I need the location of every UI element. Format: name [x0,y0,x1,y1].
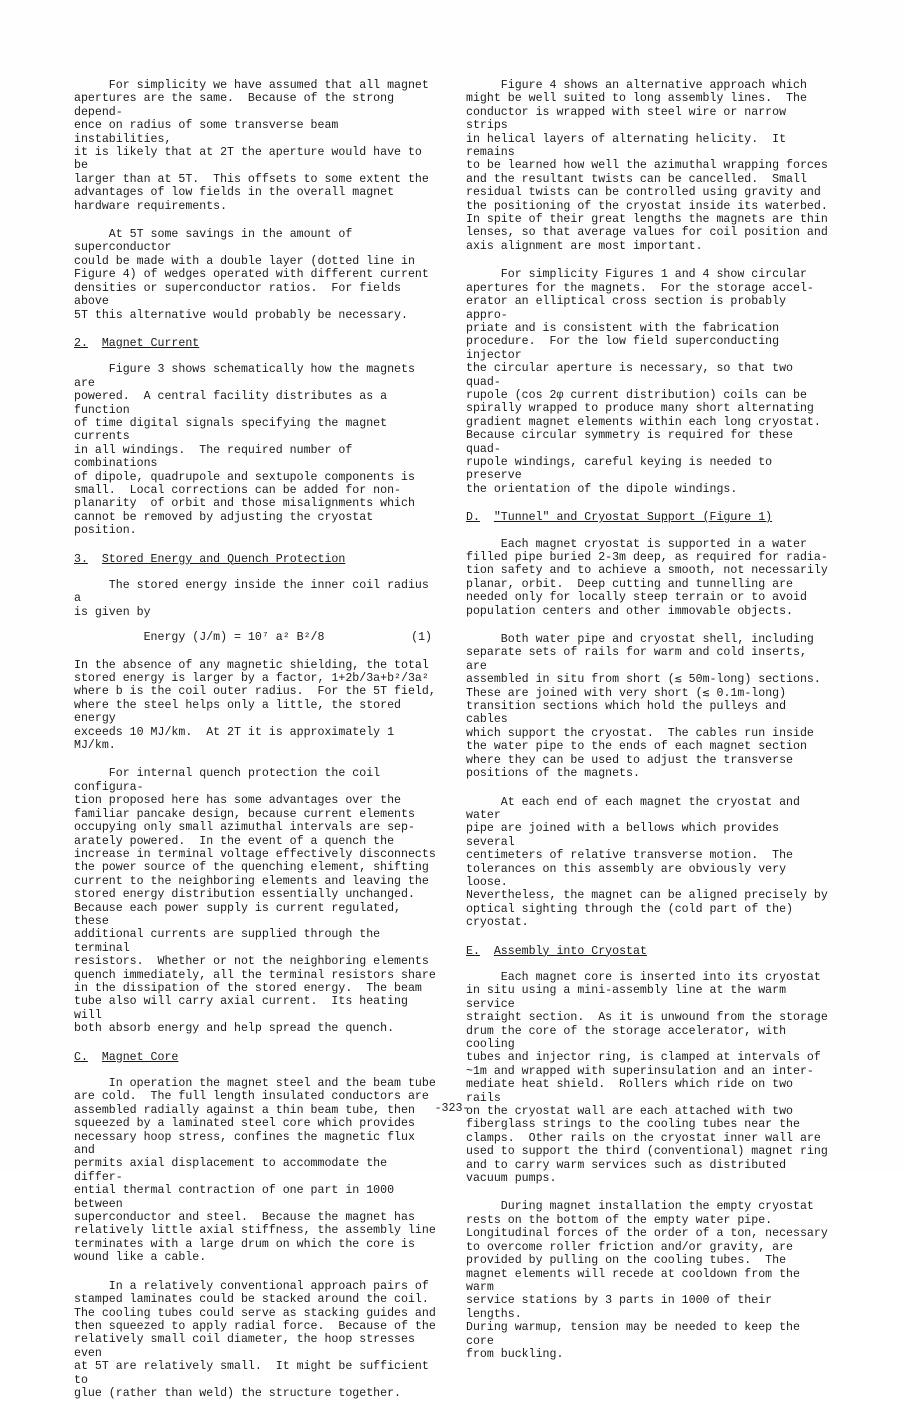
section-title: Stored Energy and Quench Protection [101,552,346,566]
paragraph-magnet-powering: Figure 3 shows schematically how the magnets are powered. A central facility distributes as a function of time digital signals specifying the magnet currents in all windings. The required number of combinations of dipole, quadrupole and sextupole components is small. Local corrections can be added for non- planarity of orbit and those misalignments which cannot be removed by adjusting the cryostat position. [74,363,415,538]
section-title: Magnet Core [101,1050,179,1064]
paragraph-double-layer: At 5T some savings in the amount of superconductor could be made with a double layer (dotted line in Figure 4) of wedges operated with different current densities or superconductor ratios. For fields above 5T this alternative would probably be necessary. [74,228,429,322]
equation-number: (1) [411,631,432,645]
section-number: C. [74,1050,88,1064]
paragraph-circular-apertures: For simplicity Figures 1 and 4 show circular apertures for the magnets. For the storage accel- erator an elliptical cross section is probably appro- priate and is consistent with the fabrication procedure. For the low field superconducting injector the circular aperture is necessary, so that two quad- rupole (cos 2φ current distribution) coils can be spirally wrapped to produce many short alternating gradient magnet elements within each long cryostat. Because circular symmetry is required for these quad- rupole windings, careful keying is needed to preserve the orientation of the dipole windings. [466,268,821,496]
paragraph-core-insertion: Each magnet core is inserted into its cryostat in situ using a mini-assembly line at the warm service straight section. As it is unwound from the storage drum the core of the storage accelerator, with cooling tubes and injector ring, is clamped at intervals of ~1m and wrapped with superinsulation and an inter- mediate heat shield. Rollers which ride on two rails on the cryostat wall are each attached with two fiberglass strings to the cooling tubes near the clamps. Other rails on the cryostat inner wall are used to support the third (conventional) magnet ring and to carry warm services such as distributed vacuum pumps. [466,970,828,1186]
section-number: D. [466,511,480,525]
paragraph-core-operation: In operation the magnet steel and the beam tube are cold. The full length insulated conductors are assembled radially against a thin beam tube, then squeezed by a laminated steel core which provides necessary hoop stress, confines the magnetic flux and permits axial displacement to accommodate the differ- ential thermal contraction of one part in 1000 between superconductor and steel. Because the magnet has relatively little axial stiffness, the assembly line terminates with a large drum on which the core is wound like a cable. [74,1077,436,1265]
paragraph-installation: During magnet installation the empty cryostat rests on the bottom of the empty water pipe. Longitudinal forces of the order of a ton, necessary to overcome roller friction and/or gravity, are provided by pulling on the cooling tubes. The magnet elements will recede at cooldown from the warm service stations by 3 parts in 1000 of their lengths. During warmup, tension may be needed to keep the core from buckling. [466,1200,828,1361]
paragraph-stored-energy-intro: The stored energy inside the inner coil radius a is given by [74,579,429,619]
paragraph-quench-protection: For internal quench protection the coil configura- tion proposed here has some advantages over the familiar pancake design, because current elements occupying only small azimuthal intervals are sep- arately powered. In the event of a quench the increase in terminal voltage effectively disconnects the power source of the quenching element, shifting current to the neighboring elements and leaving the stored energy distribution essentially unchanged. Because each power supply is current regulated, these additional currents are supplied through the terminal resistors. Whether or not the neighboring elements quench immediately, all the terminal resistors share in the dissipation of the stored energy. The beam tube also will carry axial current. Its heating will both absorb energy and help spread the quench. [74,767,436,1036]
section-number: E. [466,944,480,958]
equation-text: Energy (J/m) = 10⁷ a² B²/8 [74,631,325,645]
paragraph-rails-sections: Both water pipe and cryostat shell, including separate sets of rails for warm and cold inserts, are assembled in situ from short (≲ 50m-long) sections. These are joined with very short (≲ 0.1m-long) transition sections which hold the pulleys and cables which support the cryostat. The cables run inside the water pipe to the ends of each magnet section where they can be used to adjust the transverse positions of the magnets. [466,633,821,781]
section-number: 3. [74,552,88,566]
paragraph-magnetic-shielding: In the absence of any magnetic shielding, the total stored energy is larger by a factor, 1+2b/3a+b²/3a² where b is the coil outer radius. For the 5T field, where the steel helps only a little, the stored energy exceeds 10 MJ/km. At 2T it is approximately 1 MJ/km. [74,658,436,753]
section-heading-tunnel-support [466,511,828,524]
right-column [466,79,828,1376]
section-title: Magnet Current [101,336,200,350]
section-heading-stored-energy [74,553,436,566]
paragraph-aperture-assumption: For simplicity we have assumed that all magnet apertures are the same. Because of the strong depend- ence on radius of some transverse beam instabilities, it is likely that at 2T the aperture would have to be larger than at 5T. This offsets to some extent the advantages of low fields in the overall magnet hardware requirements. [74,79,429,213]
section-title: Assembly into Cryostat [493,944,647,958]
left-column [74,79,436,1415]
section-heading-magnet-core [74,1051,436,1064]
page-number: -323- [434,1102,470,1115]
paragraph-stamped-laminates: In a relatively conventional approach pairs of stamped laminates could be stacked around the coil. The cooling tubes could serve as stacking guides and then squeezed to apply radial force. Because of the relatively small coil diameter, the hoop stresses even at 5T are relatively small. It might be sufficient to glue (rather than weld) the structure together. [74,1279,436,1400]
section-number: 2. [74,336,88,350]
paragraph-alternative-approach: Figure 4 shows an alternative approach which might be well suited to long assembly lines. The conductor is wrapped with steel wire or narrow strips in helical layers of alternating helicity. It remains to be learned how well the azimuthal wrapping forces and the resultant twists can be cancelled. Small residual twists can be controlled using gravity and the positioning of the cryostat inside its waterbed. In spite of their great lengths the magnets are thin lenses, so that average values for coil position and axis alignment are most important. [466,79,828,253]
section-heading-magnet-current [74,337,436,350]
section-title: "Tunnel" and Cryostat Support (Figure 1) [493,511,773,525]
equation-1 [74,631,436,644]
paragraph-water-pipe-support: Each magnet cryostat is supported in a water filled pipe buried 2-3m deep, as required for radia- tion safety and to achieve a smooth, not necessarily planar, orbit. Deep cutting and tunnelling are needed only for locally steep terrain or to avoid population centers and other immovable objects. [466,537,828,618]
section-heading-assembly [466,945,828,958]
paragraph-bellows: At each end of each magnet the cryostat and water pipe are joined with a bellows which provides several centimeters of relative transverse motion. The tolerances on this assembly are obviously very loose. Nevertheless, the magnet can be aligned precisely by optical sighting through the (cold part of the) cryostat. [466,795,828,930]
